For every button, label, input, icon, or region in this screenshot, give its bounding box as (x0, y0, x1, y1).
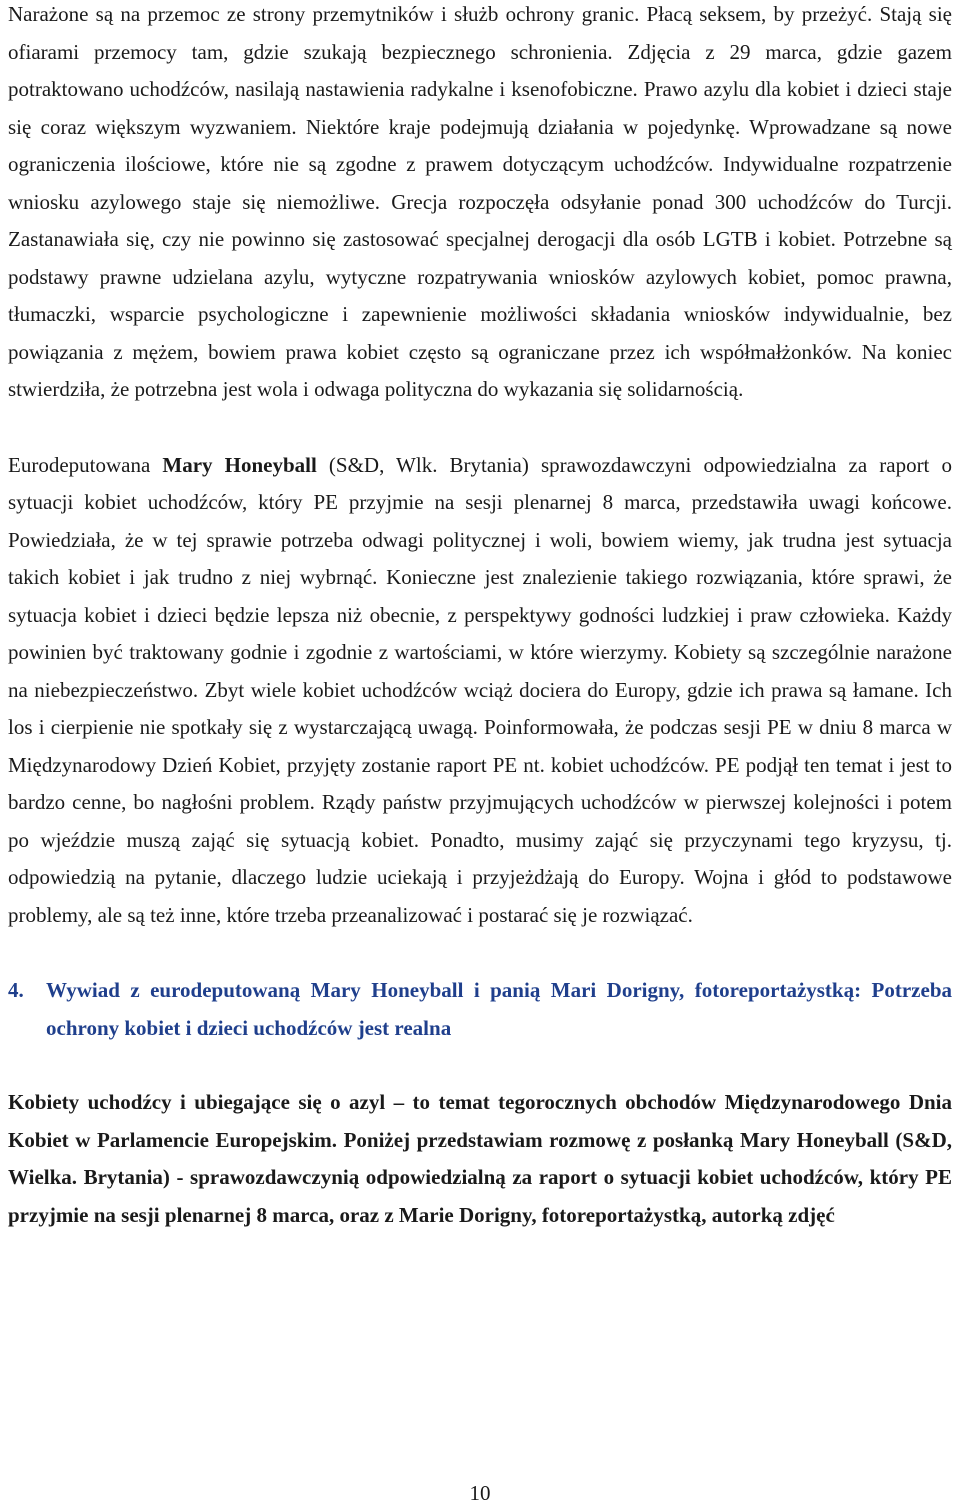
section-number: 4. (8, 978, 24, 1002)
intro-paragraph: Kobiety uchodźcy i ubiegające się o azyl – to temat tegorocznych obchodów Międzynarodowego Dnia Kobiet w Parlamencie Europejskim. Poniżej przedstawiam rozmowę z posłanką Mary Honeyball (S&D, Wielka. Brytania) - sprawozdawczynią odpowiedzialną za raport o sytuacji kobiet uchodźców, który PE przyjmie na sesji plenarnej 8 marca, oraz z Marie Dorigny, fotoreportażystką, autorką zdjęć (8, 1090, 952, 1227)
section-title: Wywiad z eurodeputowaną Mary Honeyball i panią Mari Dorigny, fotoreportażystką: Potrzeba ochrony kobiet i dzieci uchodźców jest realna (46, 978, 952, 1040)
page-number: 10 (469, 1481, 491, 1505)
body-paragraph-2 (8, 447, 952, 935)
body-paragraph-1: Narażone są na przemoc ze strony przemytników i służb ochrony granic. Płacą seksem, by przeżyć. Stają się ofiarami przemocy tam, gdzie szukają bezpiecznego schronienia. Zdjęcia z 29 marca, gdzie gazem potraktowano uchodźców, nasilają nastawienia radykalne i ksenofobiczne. Prawo azylu dla kobiet i dzieci staje się coraz większym wyzwaniem. Niektóre kraje podejmują działania w pojedynkę. Wprowadzane są nowe ograniczenia ilościowe, które nie są zgodne z prawem dotyczącym uchodźców. Indywidualne rozpatrzenie wniosku azylowego staje się niemożliwe. Grecja rozpoczęła odsyłanie ponad 300 uchodźców do Turcji. Zastanawiała się, czy nie powinno się zastosować specjalnej derogacji dla osób LGTB i kobiet. Potrzebne są podstawy prawne udzielana azylu, wytyczne rozpatrywania wniosków azylowych kobiet, pomoc prawna, tłumaczki, wsparcie psychologiczne i zapewnienie możliwości składania wniosków indywidualnie, bez powiązania z mężem, bowiem prawa kobiet często są ograniczane przez ich współmałżonków. Na koniec stwierdziła, że potrzebna jest wola i odwaga polityczna do wykazania się solidarnością. (8, 2, 952, 401)
section-heading (8, 972, 952, 1047)
paragraph-2-lead: Eurodeputowana (8, 452, 163, 477)
speaker-name: Mary Honeyball (162, 452, 317, 477)
paragraph-2-rest: (S&D, Wlk. Brytania) sprawozdawczyni odpowiedzialna za raport o sytuacji kobiet uchodźców, który PE przyjmie na sesji plenarnej 8 marca, przedstawiła uwagi końcowe. Powiedziała, że w tej sprawie potrzeba odwagi politycznej i woli, bowiem wiemy, jak trudna jest sytuacja takich kobiet i jak trudno z niej wybrnąć. Konieczne jest znalezienie takiego rozwiązania, które sprawi, że sytuacja kobiet i dzieci będzie lepsza niż obecnie, z perspektywy godności ludzkiej i praw człowieka. Każdy powinien być traktowany godnie i zgodnie z wartościami, w które wierzymy. Kobiety są szczególnie narażone na niebezpieczeństwo. Zbyt wiele kobiet uchodźców wciąż dociera do Europy, gdzie ich prawa są łamane. Ich los i cierpienie nie spotkały się z wystarczającą uwagą. Poinformowała, że podczas sesji PE w dniu 8 marca w Międzynarodowy Dzień Kobiet, przyjęty zostanie raport PE nt. kobiet uchodźców. PE podjął ten temat i jest to bardzo cenne, bo nagłośni problem. Rządy państw przyjmujących uchodźców w pierwszej kolejności i potem po wjeździe muszą zająć się sytuacją kobiet. Ponadto, musimy zająć się przyczynami tego kryzysu, tj. odpowiedzią na pytanie, dlaczego ludzie uciekają i przyjeżdżają do Europy. Wojna i głód to podstawowe problemy, ale są też inne, które trzeba przeanalizować i postarać się je rozwiązać. (8, 452, 952, 927)
document-page (8, 0, 952, 1234)
